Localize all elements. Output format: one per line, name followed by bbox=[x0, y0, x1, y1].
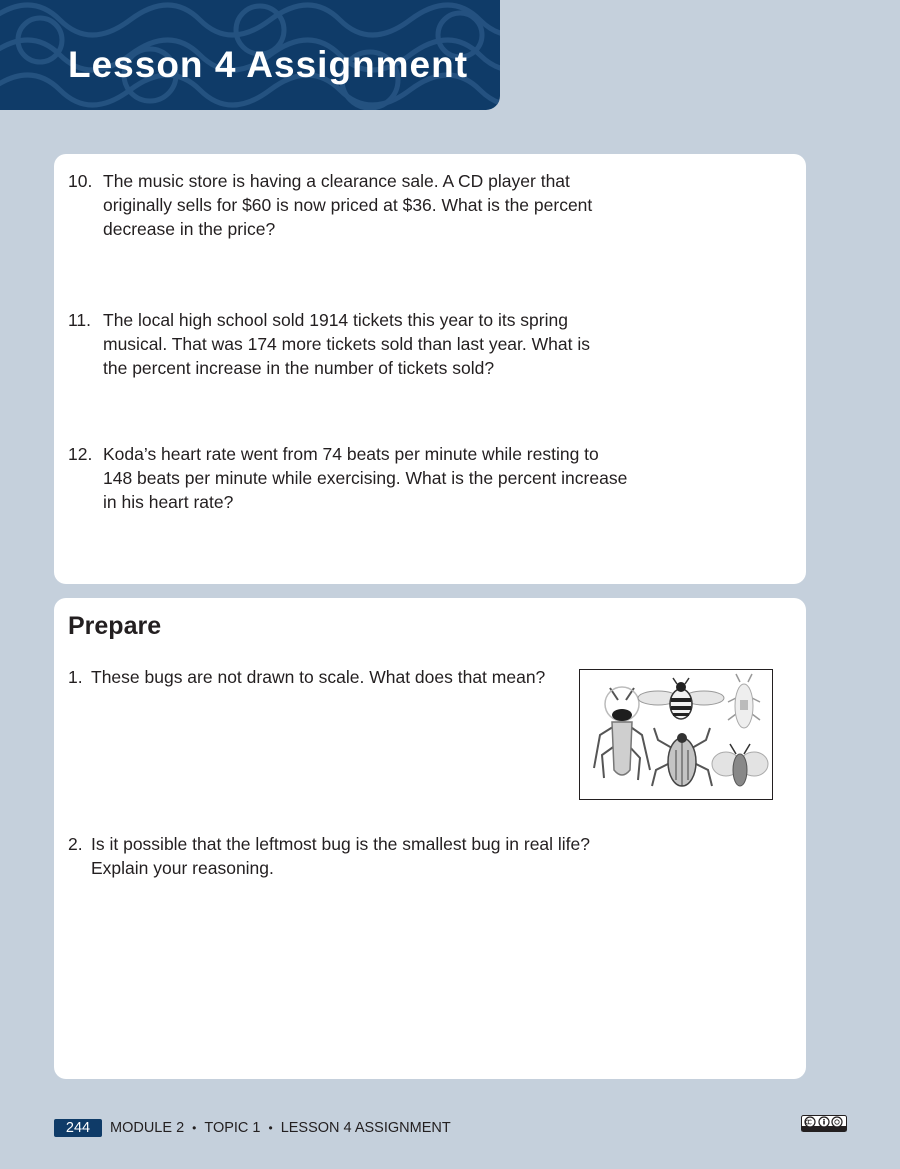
question-number: 11. bbox=[68, 310, 92, 330]
question-number: 1. bbox=[68, 667, 83, 687]
question-text: Koda’s heart rate went from 74 beats per minute while resting to 148 beats per minute while exercising. What is the percent increase in his heart rate? bbox=[103, 444, 628, 512]
title-banner bbox=[0, 0, 500, 110]
creative-commons-icon bbox=[801, 1115, 847, 1132]
question-10 bbox=[68, 169, 608, 241]
footer-topic: TOPIC 1 bbox=[204, 1120, 261, 1136]
question-11 bbox=[68, 308, 608, 380]
question-number: 12. bbox=[68, 444, 93, 464]
prepare-heading: Prepare bbox=[68, 612, 162, 640]
footer-separator: • bbox=[192, 1121, 197, 1135]
page-title: Lesson 4 Assignment bbox=[68, 44, 469, 85]
footer-module: MODULE 2 bbox=[110, 1120, 185, 1136]
prepare-question-1 bbox=[68, 665, 568, 689]
prepare-card bbox=[54, 598, 806, 1079]
question-12 bbox=[68, 442, 628, 514]
prepare-question-2 bbox=[68, 832, 628, 880]
footer-separator: • bbox=[268, 1121, 273, 1135]
question-number: 10. bbox=[68, 171, 93, 191]
bugs-figure bbox=[579, 669, 773, 800]
page-number: 244 bbox=[54, 1119, 102, 1137]
question-number: 2. bbox=[68, 834, 83, 854]
question-text: The local high school sold 1914 tickets this year to its spring musical. That was 174 more tickets sold than last year. What is the percent increase in the number of tickets sold? bbox=[103, 310, 590, 378]
question-text: These bugs are not drawn to scale. What does that mean? bbox=[91, 667, 546, 687]
assignment-card bbox=[54, 154, 806, 584]
question-text: The music store is having a clearance sale. A CD player that originally sells for $60 is now priced at $36. What is the percent decrease in the price? bbox=[103, 171, 593, 239]
question-text: Is it possible that the leftmost bug is the smallest bug in real life? Explain your reasoning. bbox=[91, 834, 591, 878]
page-footer bbox=[54, 1118, 451, 1138]
bugs-illustration-icon bbox=[580, 670, 772, 799]
footer-lesson: LESSON 4 ASSIGNMENT bbox=[280, 1120, 451, 1136]
